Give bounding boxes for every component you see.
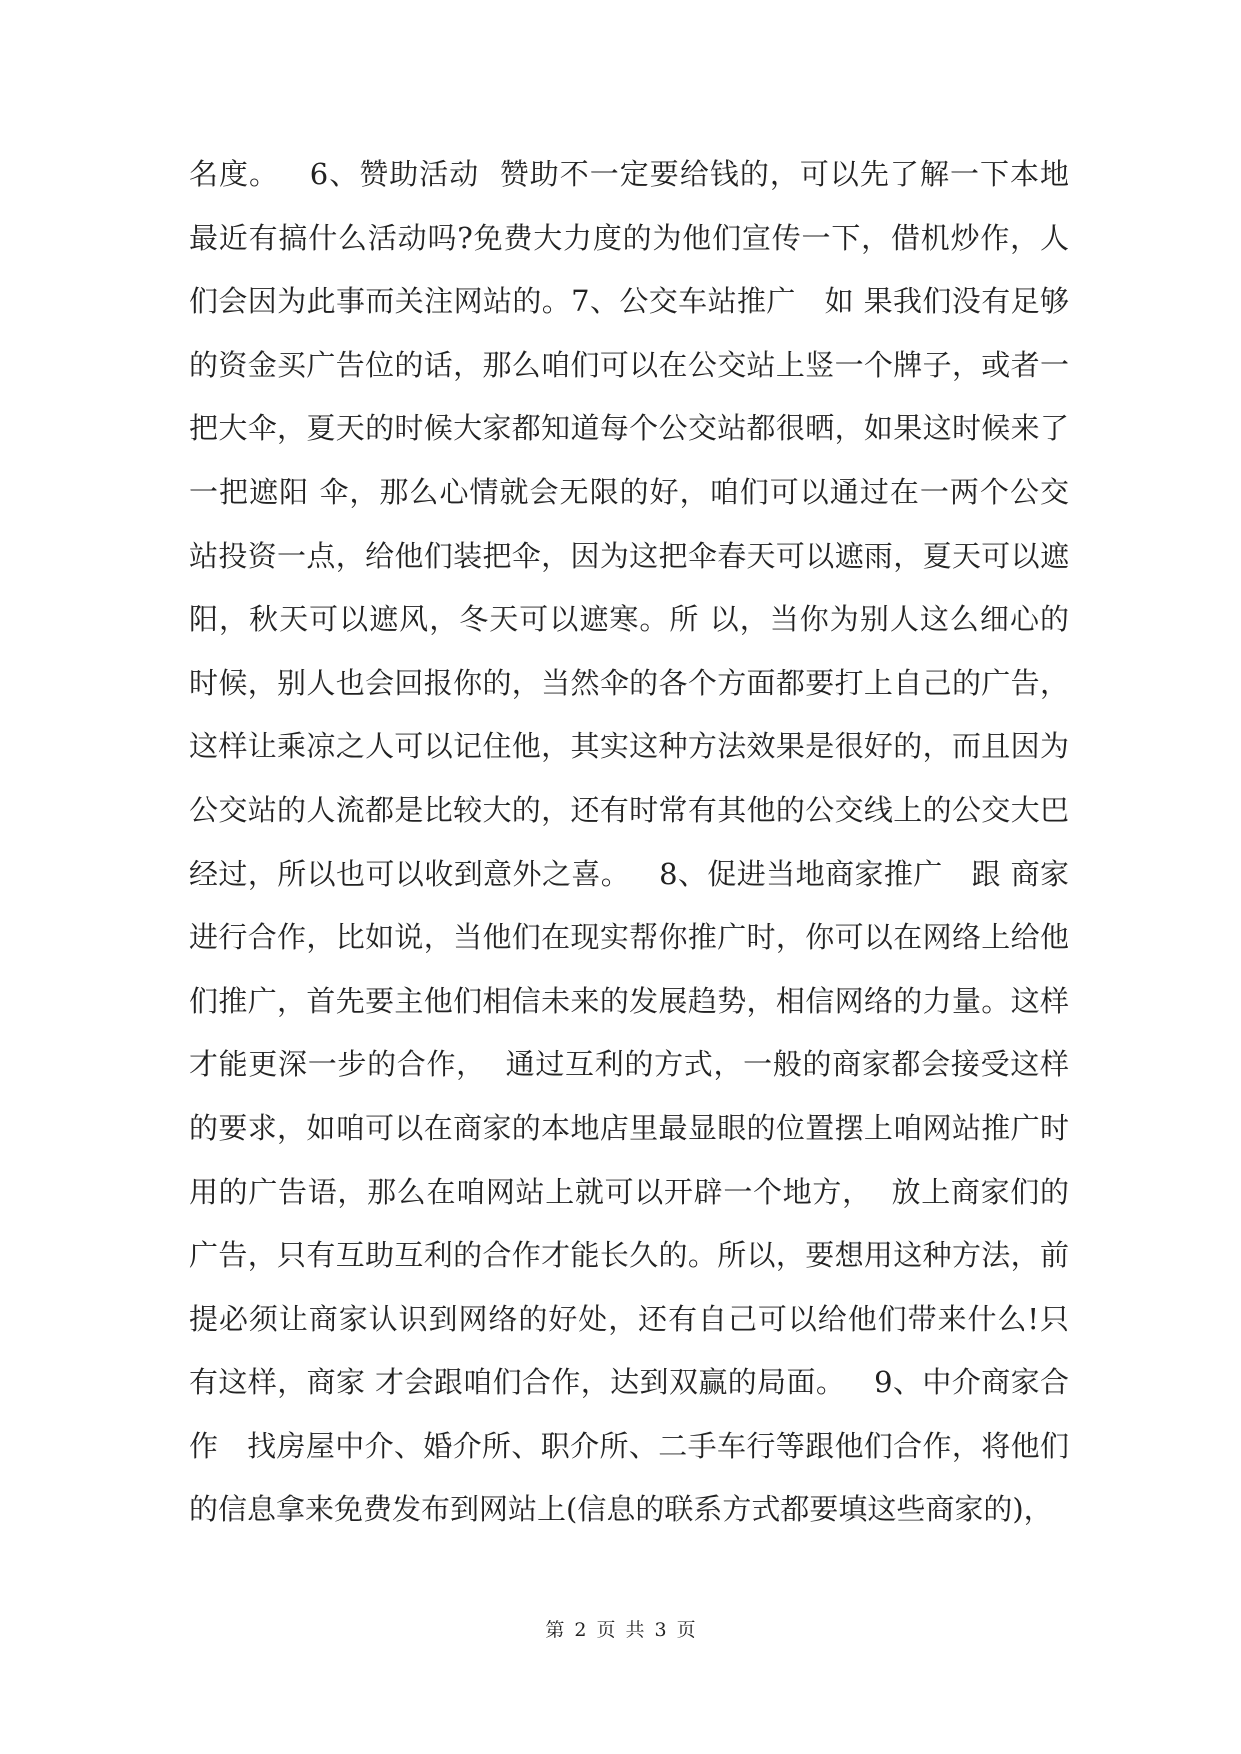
- text-line: 名度。 6、赞助活动 赞助不一定要给钱的，可以先了解一下本地: [189, 157, 1069, 191]
- page-footer: 第 2 页 共 3 页: [545, 1619, 696, 1641]
- text-line: 广告，只有互助互利的合作才能长久的。所以，要想用这种方法，前: [189, 1238, 1069, 1273]
- text-line: 提必须让商家认识到网络的好处，还有自己可以给他们带来什么!只: [189, 1301, 1069, 1336]
- text-line: 阳，秋天可以遮风，冬天可以遮寒。所 以，当你为别人这么细心的: [189, 602, 1069, 637]
- text-line: 有这样，商家 才会跟咱们合作，达到双赢的局面。 9、中介商家合: [189, 1365, 1069, 1400]
- text-line: 进行合作，比如说，当他们在现实帮你推广时，你可以在网络上给他: [189, 920, 1069, 955]
- text-line: 经过，所以也可以收到意外之喜。 8、促进当地商家推广 跟 商家: [189, 856, 1069, 891]
- text-line: 一把遮阳 伞，那么心情就会无限的好，咱们可以通过在一两个公交: [189, 474, 1069, 509]
- text-line: 这样让乘凉之人可以记住他，其实这种方法效果是很好的，而且因为: [189, 729, 1069, 764]
- body-text: [189, 156, 1069, 1555]
- text-line: 把大伞，夏天的时候大家都知道每个公交站都很晒，如果这时候来了: [189, 411, 1069, 446]
- text-line: 公交站的人流都是比较大的，还有时常有其他的公交线上的公交大巴: [189, 792, 1069, 827]
- text-line: 最近有搞什么活动吗?免费大力度的为他们宣传一下，借机炒作，人: [189, 220, 1069, 255]
- text-line: 站投资一点，给他们装把伞，因为这把伞春天可以遮雨，夏天可以遮: [189, 538, 1069, 573]
- text-line: 作 找房屋中介、婚介所、职介所、二手车行等跟他们合作，将他们: [189, 1428, 1069, 1463]
- text-line: 的要求，如咱可以在商家的本地店里最显眼的位置摆上咱网站推广时: [189, 1110, 1069, 1145]
- text-line: 的资金买广告位的话，那么咱们可以在公交站上竖一个牌子，或者一: [189, 347, 1069, 382]
- text-line: 们推广，首先要主他们相信未来的发展趋势，相信网络的力量。这样: [189, 983, 1069, 1018]
- text-line: 时候，别人也会回报你的，当然伞的各个方面都要打上自己的广告，: [189, 665, 1069, 700]
- text-line: 们会因为此事而关注网站的。7、公交车站推广 如 果我们没有足够: [189, 284, 1069, 319]
- text-line: 用的广告语，那么在咱网站上就可以开辟一个地方， 放上商家们的: [189, 1174, 1069, 1209]
- text-line: 的信息拿来免费发布到网站上(信息的联系方式都要填这些商家的)，: [189, 1492, 1053, 1527]
- text-line: 才能更深一步的合作， 通过互利的方式，一般的商家都会接受这样: [189, 1047, 1069, 1082]
